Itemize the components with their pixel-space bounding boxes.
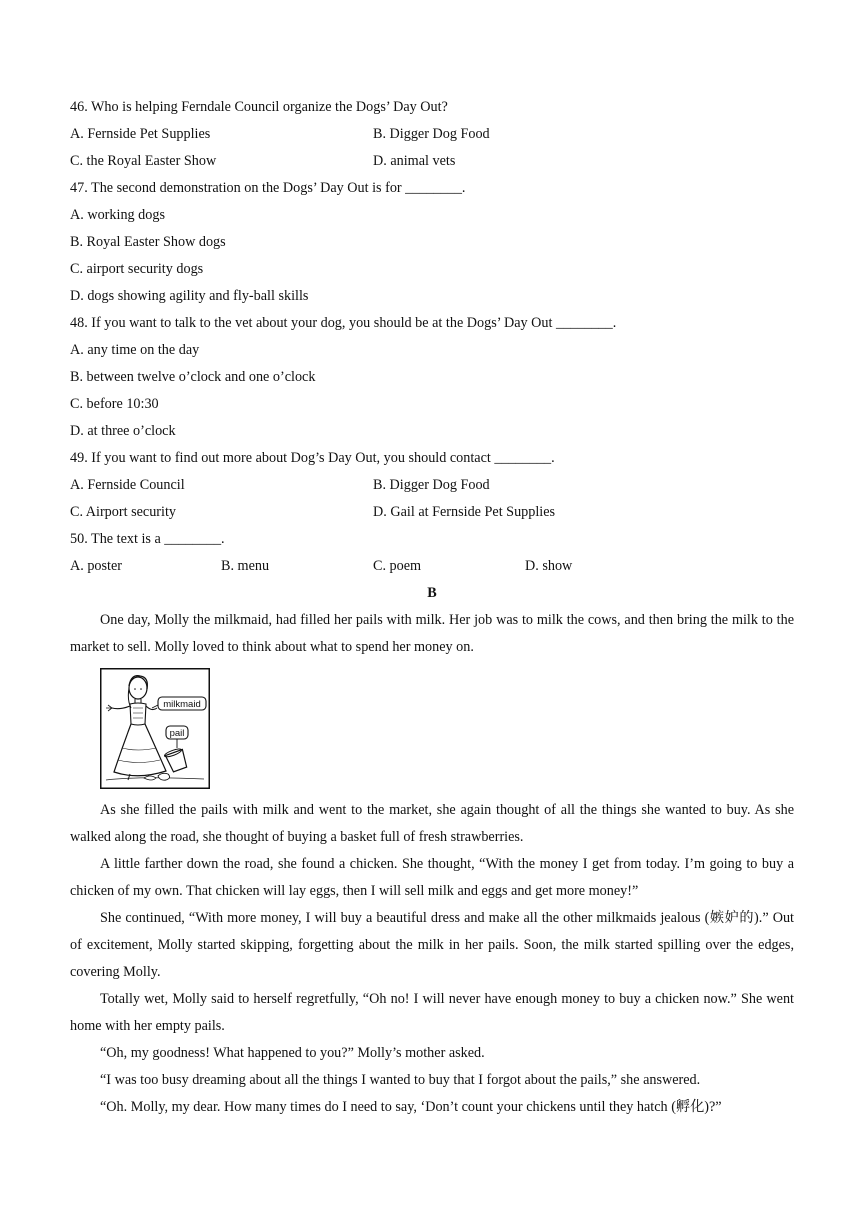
- option-a: A. poster: [70, 558, 123, 574]
- option-d: D. dogs showing agility and fly-ball skills: [70, 288, 309, 304]
- option-a: A. Fernside Pet Supplies: [70, 126, 211, 142]
- option-b: B. menu: [221, 558, 270, 574]
- question-49-options-row-2: [70, 499, 794, 526]
- paragraph-7: “I was too busy dreaming about all the things I wanted to buy that I forgot about the pails,” she answered.: [100, 1072, 701, 1088]
- question-46-stem: 46. Who is helping Ferndale Council organize the Dogs’ Day Out?: [70, 99, 448, 115]
- milkmaid-drawing: [100, 668, 210, 789]
- option-b: B. Digger Dog Food: [373, 126, 490, 142]
- paragraph-8: “Oh. Molly, my dear. How many times do I need to say, ‘Don’t count your chickens until they hatch (孵化)?”: [100, 1099, 722, 1115]
- option-d: D. show: [525, 558, 573, 574]
- paragraph-5: Totally wet, Molly said to herself regretfully, “Oh no! I will never have enough money to buy a chicken now.” She went home with her empty pails.: [70, 991, 794, 1034]
- section-heading: B: [427, 585, 437, 601]
- label-milkmaid: milkmaid: [163, 699, 201, 710]
- question-49-stem: 49. If you want to find out more about Dog’s Day Out, you should contact ________.: [70, 450, 555, 466]
- question-47-stem: 47. The second demonstration on the Dogs’ Day Out is for ________.: [70, 180, 466, 196]
- paragraph-2: As she filled the pails with milk and went to the market, she again thought of all the things she wanted to buy. As she walked along the road, she thought of buying a basket full of fresh strawberries.: [70, 802, 794, 845]
- paragraph-3: A little farther down the road, she found a chicken. She thought, “With the money I get from today. I’m going to buy a chicken of my own. That chicken will lay eggs, then I will sell milk and eggs and get more money!”: [70, 856, 794, 899]
- option-c: C. the Royal Easter Show: [70, 153, 217, 169]
- milkmaid-illustration: [100, 668, 210, 789]
- paragraph-6: “Oh, my goodness! What happened to you?” Molly’s mother asked.: [100, 1045, 485, 1061]
- option-c: C. poem: [373, 558, 422, 574]
- option-c: C. before 10:30: [70, 396, 159, 412]
- paragraph-4: She continued, “With more money, I will buy a beautiful dress and make all the other milkmaids jealous (嫉妒的).” Out of excitement, Molly started skipping, forgetting about the milk in her pails. Soon, the milk started spilling over the edges, covering Molly.: [70, 910, 794, 980]
- option-d: D. animal vets: [373, 153, 456, 169]
- question-50-options: [70, 553, 794, 580]
- question-46-options-row-2: [70, 148, 794, 175]
- option-a: A. any time on the day: [70, 342, 200, 358]
- option-c: C. Airport security: [70, 504, 176, 520]
- option-d: D. at three o’clock: [70, 423, 176, 439]
- option-c: C. airport security dogs: [70, 261, 204, 277]
- label-pail: pail: [169, 728, 185, 739]
- question-46-options-row-1: [70, 121, 794, 148]
- option-d: D. Gail at Fernside Pet Supplies: [373, 504, 556, 520]
- question-50-stem: 50. The text is a ________.: [70, 531, 225, 547]
- question-49-options-row-1: [70, 472, 794, 499]
- question-48-stem: 48. If you want to talk to the vet about your dog, you should be at the Dogs’ Day Out ________.: [70, 315, 617, 331]
- option-b: B. Royal Easter Show dogs: [70, 234, 226, 250]
- option-b: B. Digger Dog Food: [373, 477, 490, 493]
- option-a: A. Fernside Council: [70, 477, 185, 493]
- paragraph-1: One day, Molly the milkmaid, had filled her pails with milk. Her job was to milk the cows, and then bring the milk to the market to sell. Molly loved to think about what to spend her money on.: [70, 612, 794, 655]
- option-b: B. between twelve o’clock and one o’clock: [70, 369, 316, 385]
- option-a: A. working dogs: [70, 207, 165, 223]
